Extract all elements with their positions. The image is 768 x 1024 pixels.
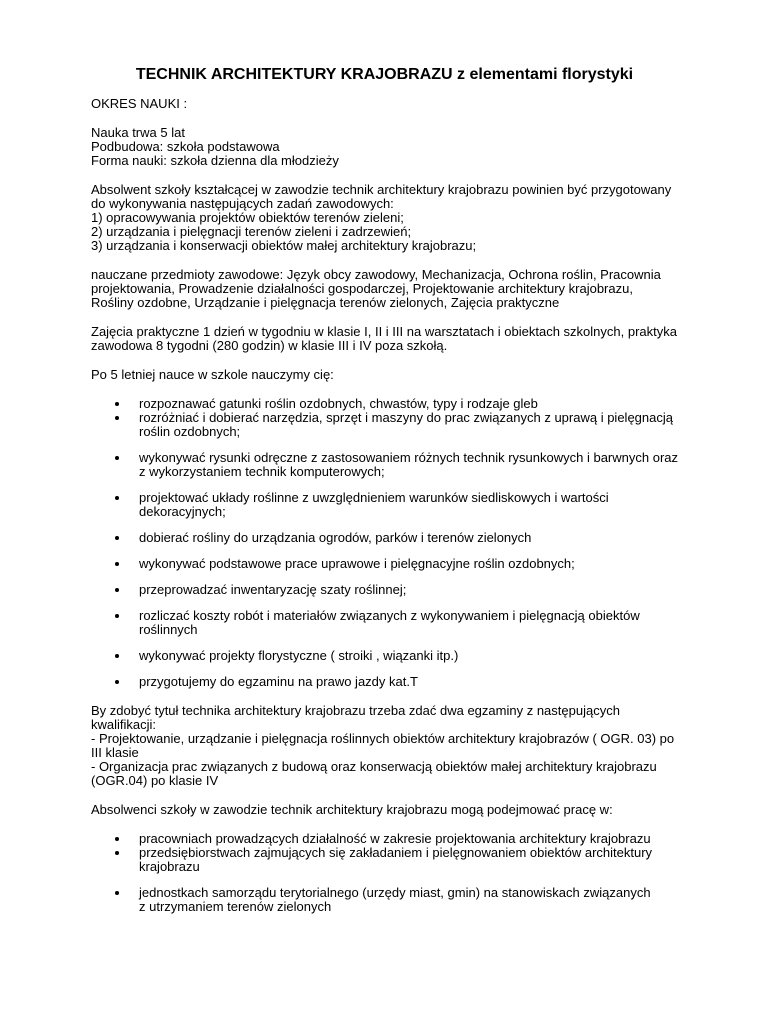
- text-line: 3) urządzania i konserwacji obiektów małej architektury krajobrazu;: [91, 238, 477, 253]
- bullet-icon: [115, 402, 119, 406]
- list-item: pracowniach prowadzących działalność w zakresie projektowania architektury krajobrazu: [91, 832, 678, 846]
- list-item: projektować układy roślinne z uwzględnieniem warunków siedliskowych i wartości dekoracyjnych;: [91, 491, 678, 519]
- bullet-icon: [115, 680, 119, 684]
- list-item: wykonywać podstawowe prace uprawowe i pielęgnacyjne roślin ozdobnych;: [91, 557, 678, 571]
- bullet-icon: [115, 837, 119, 841]
- list-item: rozróżniać i dobierać narzędzia, sprzęt i maszyny do prac związanych z uprawą i pielęgnacją roślin ozdobnych;: [91, 411, 678, 439]
- study-form: Forma nauki: szkoła dzienna dla młodzieży: [91, 153, 339, 168]
- list-item: jednostkach samorządu terytorialnego (urzędy miast, gmin) na stanowiskach związanych z utrzymaniem terenów zielonych: [91, 886, 678, 914]
- exams-paragraph: [91, 704, 678, 788]
- okres-nauki-heading: OKRES NAUKI :: [91, 96, 188, 111]
- list-item: rozpoznawać gatunki roślin ozdobnych, chwastów, typy i rodzaje gleb: [91, 397, 678, 411]
- workplaces-list: [91, 832, 678, 914]
- list-item: dobierać rośliny do urządzania ogrodów, parków i terenów zielonych: [91, 531, 678, 545]
- study-info: [91, 126, 678, 168]
- bullet-icon: [115, 456, 119, 460]
- text-line: - Organizacja prac związanych z budową oraz konserwacją obiektów małej architektury krajobrazu: [91, 759, 657, 774]
- graduate-tasks-paragraph: [91, 183, 678, 253]
- text-line: 2) urządzania i pielęgnacji terenów zieleni i zadrzewień;: [91, 224, 412, 239]
- text-line: nauczane przedmioty zawodowe: Język obcy zawodowy, Mechanizacja, Ochrona roślin, Pracownia: [91, 267, 661, 282]
- text-line: Absolwent szkoły kształcącej w zawodzie technik architektury krajobrazu powinien być przygotowany: [91, 182, 672, 197]
- bullet-icon: [115, 562, 119, 566]
- bullet-icon: [115, 496, 119, 500]
- workplaces-intro: Absolwenci szkoły w zawodzie technik architektury krajobrazu mogą podejmować pracę w:: [91, 802, 613, 817]
- skills-intro: Po 5 letniej nauce w szkole nauczymy cię:: [91, 367, 334, 382]
- bullet-icon: [115, 851, 119, 855]
- list-item: wykonywać rysunki odręczne z zastosowaniem różnych technik rysunkowych i barwnych oraz z wykorzystaniem technik komputerowych;: [91, 451, 678, 479]
- study-base: Podbudowa: szkoła podstawowa: [91, 139, 280, 154]
- bullet-icon: [115, 416, 119, 420]
- text-line: projektowania, Prowadzenie działalności gospodarczej, Projektowanie architektury krajobrazu,: [91, 281, 633, 296]
- list-item: rozliczać koszty robót i materiałów związanych z wykonywaniem i pielęgnacją obiektów roślinnych: [91, 609, 678, 637]
- list-item: wykonywać projekty florystyczne ( stroiki , wiązanki itp.): [91, 649, 678, 663]
- document-title: TECHNIK ARCHITEKTURY KRAJOBRAZU z elementami florystyki: [135, 66, 634, 83]
- text-line: zawodowa 8 tygodni (280 godzin) w klasie III i IV poza szkołą.: [91, 338, 448, 353]
- bullet-icon: [115, 588, 119, 592]
- skills-list: [91, 397, 678, 689]
- text-line: Zajęcia praktyczne 1 dzień w tygodniu w klasie I, II i III na warsztatach i obiektach szkolnych, praktyka: [91, 324, 677, 339]
- list-item: przeprowadzać inwentaryzację szaty roślinnej;: [91, 583, 678, 597]
- text-line: 1) opracowywania projektów obiektów terenów zieleni;: [91, 210, 404, 225]
- list-item: przedsiębiorstwach zajmujących się zakładaniem i pielęgnowaniem obiektów architektury krajobrazu: [91, 846, 678, 874]
- text-line: do wykonywania następujących zadań zawodowych:: [91, 196, 394, 211]
- text-line: By zdobyć tytuł technika architektury krajobrazu trzeba zdać dwa egzaminy z następujących: [91, 703, 620, 718]
- bullet-icon: [115, 614, 119, 618]
- bullet-icon: [115, 536, 119, 540]
- text-line: kwalifikacji:: [91, 717, 157, 732]
- text-line: (OGR.04) po klasie IV: [91, 773, 219, 788]
- bullet-icon: [115, 891, 119, 895]
- bullet-icon: [115, 654, 119, 658]
- text-line: - Projektowanie, urządzanie i pielęgnacja roślinnych obiektów architektury krajobrazów ( OGR. 03) po: [91, 731, 675, 746]
- subjects-paragraph: [91, 268, 678, 310]
- practice-paragraph: [91, 325, 678, 353]
- text-line: III klasie: [91, 745, 139, 760]
- list-item: przygotujemy do egzaminu na prawo jazdy kat.T: [91, 675, 678, 689]
- study-duration: Nauka trwa 5 lat: [91, 125, 185, 140]
- text-line: Rośliny ozdobne, Urządzanie i pielęgnacja terenów zielonych, Zajęcia praktyczne: [91, 295, 560, 310]
